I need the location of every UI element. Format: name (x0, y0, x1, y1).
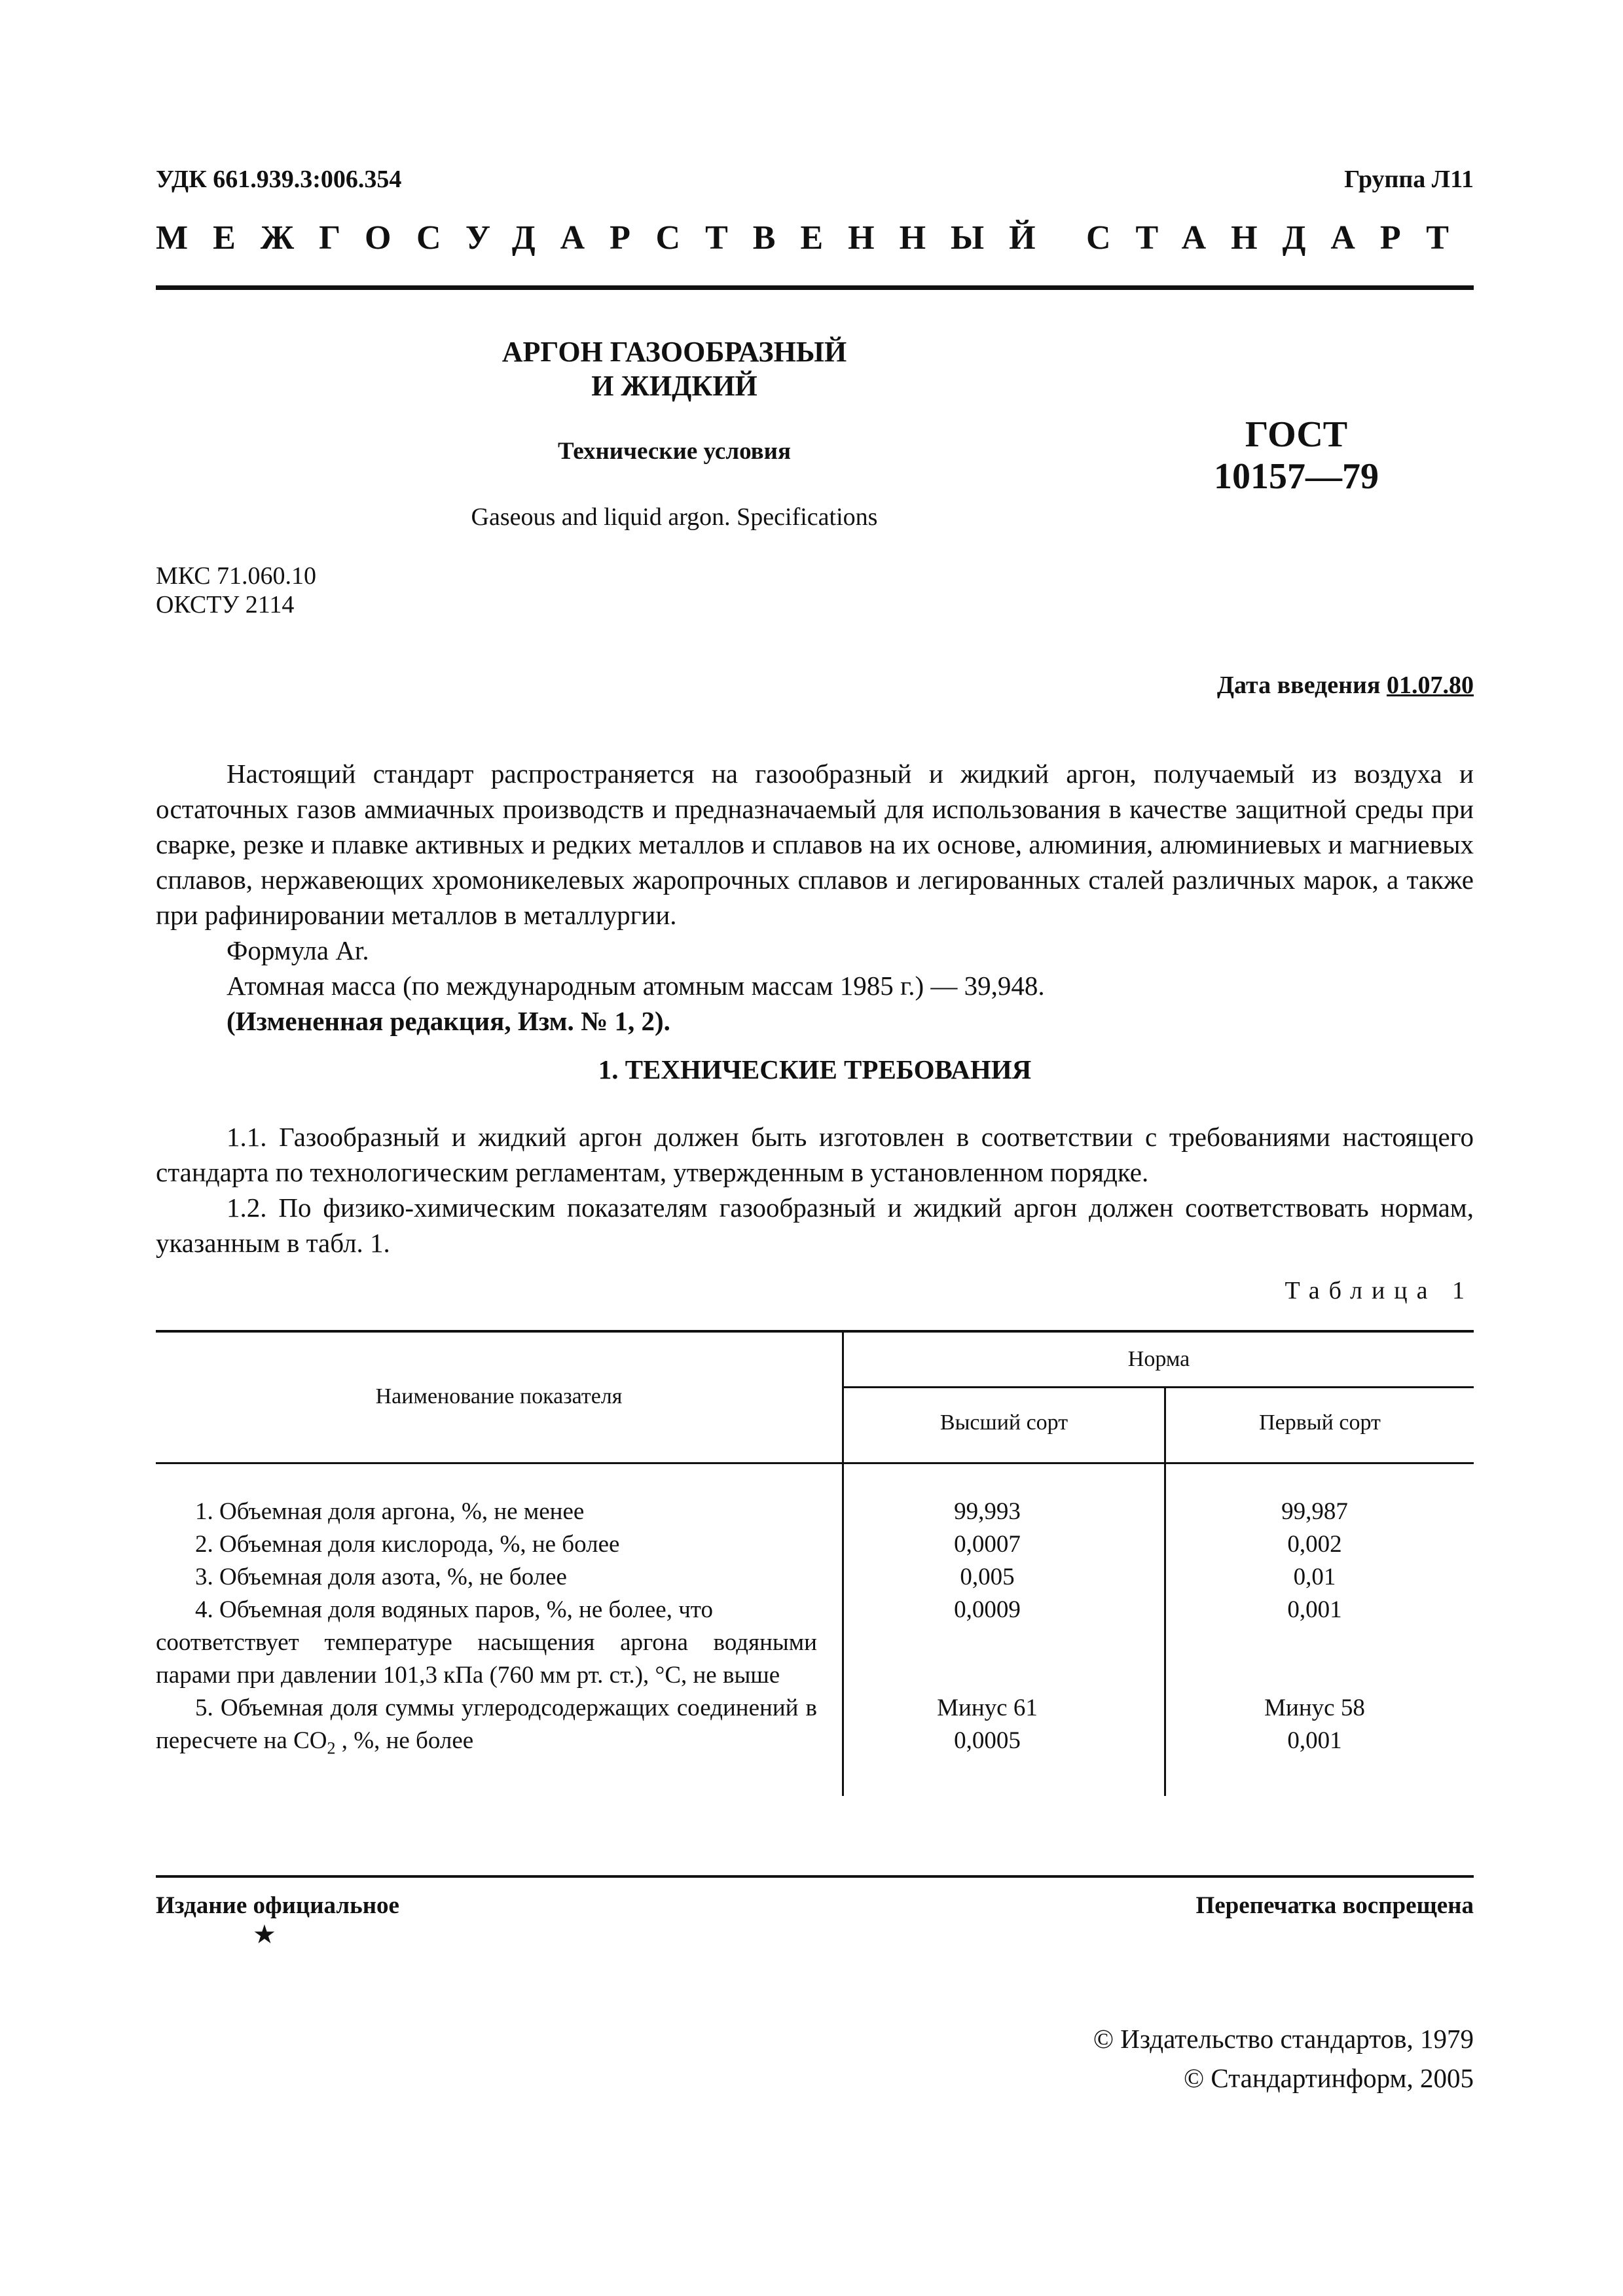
clause-1-1: 1.1. Газообразный и жидкий аргон должен быть изготовлен в соответствии с требованиями настоящего стандарта по технологическим регламентам, утвержденным в установленном порядке. (156, 1122, 1474, 1187)
standard-banner (156, 219, 1474, 257)
document-subtitle: Технические условия (558, 438, 791, 465)
official-edition: Издание официальное (156, 1892, 399, 1919)
row-name: 4. Объемная доля водяных паров, %, не более, что (195, 1596, 713, 1623)
header-rule (156, 285, 1474, 290)
formula-line: Формула Ar. (227, 935, 369, 965)
banner-left: МЕЖГОСУДАРСТВЕННЫЙ (156, 219, 1061, 257)
footer-rule (156, 1875, 1474, 1878)
col-header-top-grade: Высший сорт (939, 1410, 1068, 1435)
table-caption: Таблица 1 (1285, 1277, 1474, 1304)
table-row (156, 1528, 1474, 1561)
row-name: 2. Объемная доля кислорода, %, не более (195, 1531, 620, 1558)
gost-label: ГОСТ (1245, 414, 1348, 455)
table-row (156, 1594, 1474, 1626)
copyright (1093, 2019, 1474, 2098)
english-title: Gaseous and liquid argon. Specifications (471, 503, 878, 531)
udk-code: УДК 661.939.3:006.354 (156, 166, 402, 193)
section-heading: 1. ТЕХНИЧЕСКИЕ ТРЕБОВАНИЯ (598, 1054, 1032, 1085)
copyright-1979: © Издательство стандартов, 1979 (1093, 2024, 1474, 2054)
mks-code: МКС 71.060.10 (156, 562, 317, 590)
intro-text (156, 756, 1474, 1039)
amendment-note: (Измененная редакция, Изм. № 1, 2). (227, 1006, 670, 1036)
table-header-rule (156, 1462, 1474, 1464)
date-value: 01.07.80 (1387, 672, 1474, 699)
star-icon: ★ (253, 1920, 276, 1949)
row-top-value: 0,0007 (954, 1531, 1021, 1558)
row-top-value: 99,993 (954, 1498, 1021, 1525)
gost-number (1074, 414, 1519, 497)
copyright-2005: © Стандартинформ, 2005 (1184, 2063, 1474, 2093)
row-first-value: Минус 58 (1264, 1695, 1365, 1721)
row-first-value: 0,001 (1287, 1596, 1342, 1623)
row-name: 3. Объемная доля азота, %, не более (195, 1564, 567, 1590)
norm-sub-rule (843, 1386, 1474, 1388)
reprint-notice: Перепечатка воспрещена (1195, 1892, 1474, 1919)
row-name: 1. Объемная доля аргона, %, не менее (195, 1498, 585, 1525)
row-first-value: 0,01 (1293, 1564, 1336, 1590)
banner-right: СТАНДАРТ (1085, 219, 1474, 257)
row-top-value: 0,0005 (954, 1727, 1021, 1754)
row-top-value: 0,0009 (954, 1596, 1021, 1623)
row-top-value: Минус 61 (937, 1695, 1038, 1721)
col-header-first-grade: Первый сорт (1259, 1410, 1381, 1435)
table-row (156, 1496, 1474, 1528)
classification-codes (156, 562, 316, 619)
table-top-rule (156, 1330, 1474, 1333)
requirements-text (156, 1119, 1474, 1261)
document-title (314, 335, 1034, 403)
intro-paragraph: Настоящий стандарт распространяется на газообразный и жидкий аргон, получаемый из воздуха и остаточных газов аммиачных производств и предназначаемый для использования в качестве защитной среды при сварке, резке и плавке активных и редких металлов и сплавов на их основе, алюминия, алюминиевых и магниевых сплавов, нержавеющих хромоникелевых жаропрочных сплавов и легированных сталей различных марок, а также при рафинировании металлов в металлургии. (156, 759, 1474, 930)
table-row (156, 1692, 1474, 1765)
date-label: Дата введения (1216, 672, 1381, 699)
title-line-1: АРГОН ГАЗООБРАЗНЫЙ (501, 336, 847, 368)
table-row-continuation (156, 1626, 1474, 1721)
gost-code: 10157—79 (1214, 456, 1379, 497)
table-body (156, 1496, 1474, 1765)
clause-1-2: 1.2. По физико-химическим показателям газообразный и жидкий аргон должен соответствовать нормам, указанным в табл. 1. (156, 1193, 1474, 1258)
table-row (156, 1561, 1474, 1594)
row-first-value: 99,987 (1281, 1498, 1348, 1525)
atomic-mass-line: Атомная масса (по международным атомным массам 1985 г.) — 39,948. (227, 971, 1045, 1001)
group-code: Группа Л11 (1344, 166, 1474, 193)
okstu-code: ОКСТУ 2114 (156, 591, 295, 619)
subscript-2: 2 (327, 1738, 336, 1758)
row-first-value: 0,001 (1287, 1727, 1342, 1754)
col-header-name: Наименование показателя (375, 1384, 623, 1408)
title-line-2: И ЖИДКИЙ (591, 370, 757, 402)
col-header-norm: Норма (1127, 1347, 1190, 1371)
row-top-value: 0,005 (960, 1564, 1015, 1590)
row-first-value: 0,002 (1287, 1531, 1342, 1558)
row-name: 5. Объемная доля суммы углеродсодержащих соединений в пересчете на $CO_2$ , %, не более (156, 1695, 817, 1758)
introduction-date (1217, 671, 1474, 700)
row-name-continuation: соответствует температуре насыщения аргона водяными парами при давлении 101,3 кПа (760 мм рт. ст.), °С, не выше (156, 1629, 817, 1689)
